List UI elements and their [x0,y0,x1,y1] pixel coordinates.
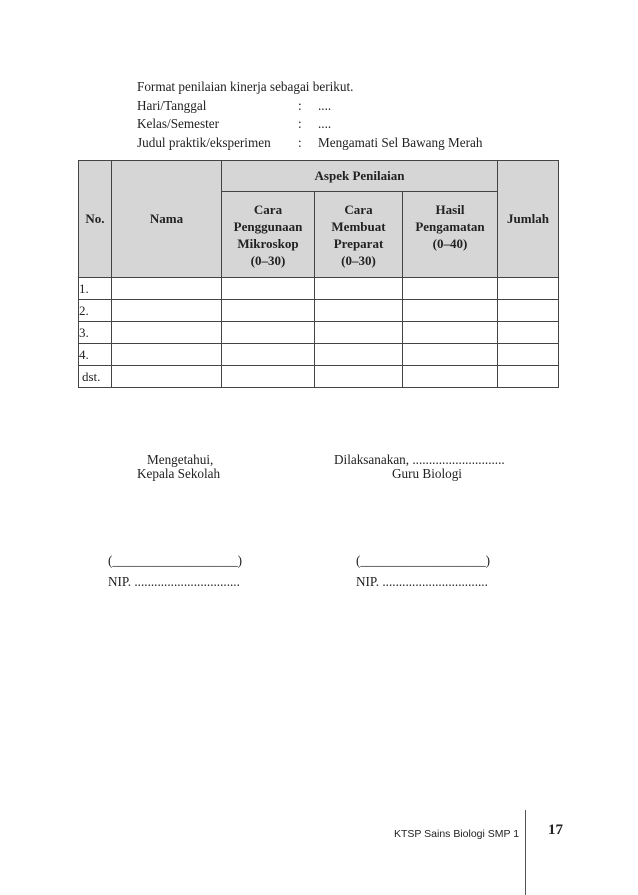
header-line: Cara [253,201,283,217]
cell-score [403,300,498,322]
header-line: Hasil [435,202,465,217]
cell-score [315,322,403,344]
cell-score [315,278,403,300]
intro-heading-text: Format penilaian kinerja sebagai berikut. [137,79,354,94]
field-colon: : [298,134,302,150]
header-aspek-penilaian: Aspek Penilaian [222,161,498,192]
field-label: Hari/Tanggal [137,97,207,113]
header-cara-penggunaan-mikroskop [222,192,315,278]
header-line: Penggunaan [233,218,303,234]
header-line: (0–30) [250,252,286,268]
header-line: Pengamatan [415,219,485,234]
cell-score [315,344,403,366]
header-no: No. [79,161,112,278]
cell-score [403,322,498,344]
header-line: (0–40) [432,236,468,251]
table-row [79,322,559,344]
cell-score [315,366,403,388]
header-line: (0–30) [341,252,376,268]
table-row [79,300,559,322]
header-line: Mikroskop [237,235,299,251]
cell-jumlah [498,344,559,366]
field-value: .... [318,97,332,113]
cell-jumlah [498,366,559,388]
row-number: 3. [79,322,112,344]
cell-nama [112,300,222,322]
sig-right-name-blank: (___________________) [356,553,491,568]
header-nama: Nama [112,161,222,278]
cell-jumlah [498,300,559,322]
footer-divider [525,810,526,895]
cell-score [222,278,315,300]
table-row [79,366,559,388]
cell-nama [112,322,222,344]
field-value: .... [318,116,332,131]
field-label: Judul praktik/eksperimen [137,134,271,150]
row-number: 1. [79,278,112,300]
sig-left-line2: Kepala Sekolah [137,466,221,481]
cell-score [403,278,498,300]
header-cara-membuat-preparat [315,192,403,278]
cell-score [315,300,403,322]
table-row [79,344,559,366]
header-line: Preparat [333,235,384,251]
sig-right-line2: Guru Biologi [392,466,462,481]
field-colon: : [298,97,302,113]
cell-nama [112,366,222,388]
table-row [79,278,559,300]
cell-score [222,300,315,322]
sig-left-nip: NIP. ................................ [108,574,240,589]
sig-right-nip: NIP. ................................ [356,574,488,589]
cell-score [403,366,498,388]
assessment-table [78,160,559,388]
header-line: Membuat [331,218,386,234]
row-number: 4. [79,344,112,366]
sig-left-name-blank: (___________________) [108,553,243,568]
cell-score [222,344,315,366]
header-hasil-pengamatan [403,192,498,278]
cell-nama [112,278,222,300]
field-value: Mengamati Sel Bawang Merah [318,134,483,150]
cell-nama [112,344,222,366]
cell-score [222,366,315,388]
sig-right-line1: Dilaksanakan, ............................ [334,452,505,467]
row-number: dst. [79,366,112,388]
cell-score [403,344,498,366]
field-label: Kelas/Semester [137,116,220,131]
header-jumlah: Jumlah [498,161,559,278]
header-line: Cara [344,201,373,217]
page-number: 17 [548,822,563,838]
sig-left-line1: Mengetahui, [147,452,214,467]
row-number: 2. [79,300,112,322]
footer-book-title: KTSP Sains Biologi SMP 1 [394,828,520,840]
cell-jumlah [498,322,559,344]
cell-score [222,322,315,344]
cell-jumlah [498,278,559,300]
field-colon: : [298,116,302,131]
header-row-1 [79,161,559,192]
